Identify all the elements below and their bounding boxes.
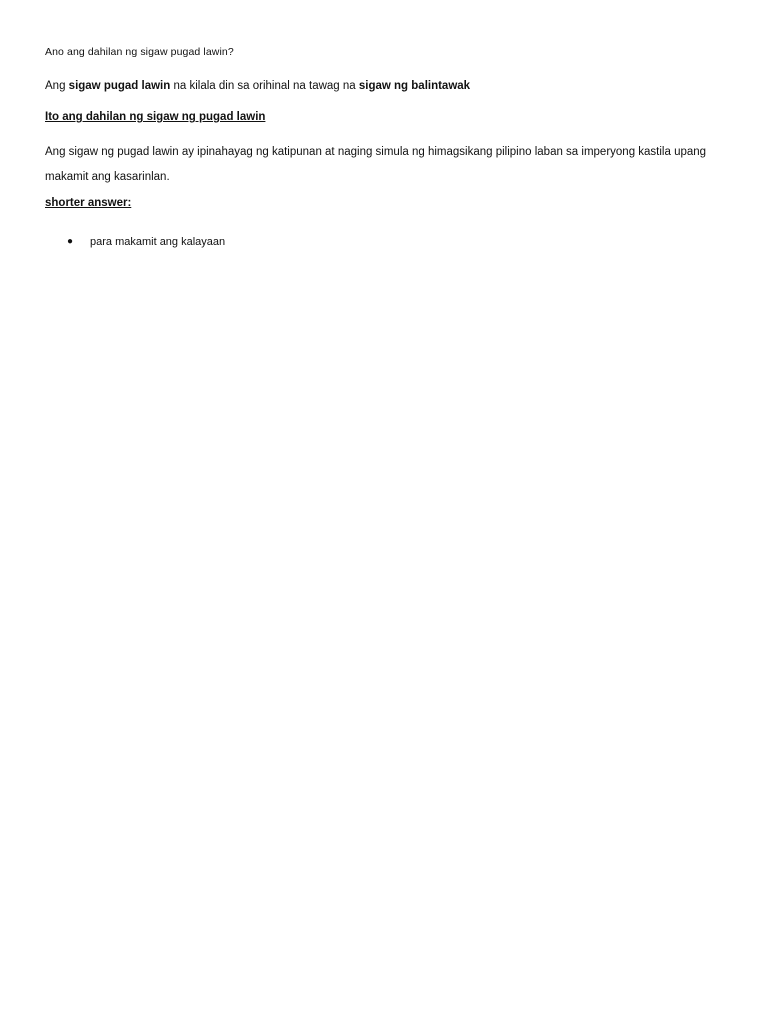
bullet-icon: ● [67, 236, 74, 247]
bullet-text: para makamit ang kalayaan [90, 236, 226, 248]
body-paragraph: Ang sigaw ng pugad lawin ay ipinahayag ng katipunan at naging simula ng himagsikang pilipino laban sa imperyong kastila upang makamit ang kasarinlan. [45, 146, 707, 183]
shorter-answer-heading: shorter answer: [45, 197, 132, 209]
intro-bold-original-name: sigaw ng balintawak [358, 80, 471, 92]
list-item [45, 235, 225, 249]
answer-bullet-list [45, 235, 225, 249]
intro-prefix: Ang [45, 80, 69, 92]
intro-bold-term: sigaw pugad lawin [68, 80, 171, 92]
section-heading: Ito ang dahilan ng sigaw ng pugad lawin [45, 111, 266, 123]
question-text: Ano ang dahilan ng sigaw pugad lawin? [45, 46, 234, 58]
intro-sentence [45, 79, 470, 93]
intro-middle: na kilala din sa orihinal na tawag na [170, 80, 359, 92]
